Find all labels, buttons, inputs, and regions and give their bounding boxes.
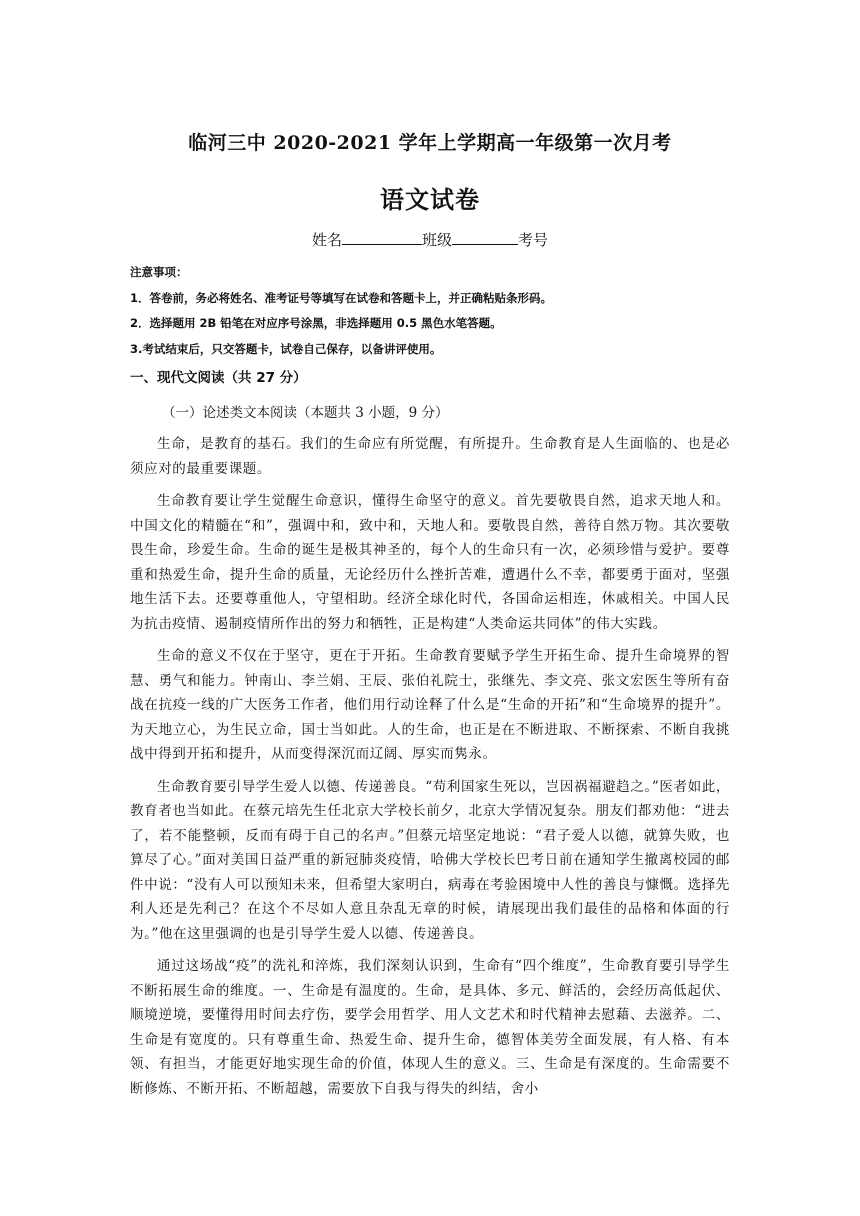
subsection-heading: （一）论述类文本阅读（本题共 3 小题，9 分） (162, 405, 449, 421)
class-label: 班级 (421, 231, 452, 249)
instructions-heading: 注意事项： (130, 265, 188, 279)
passage-paragraph: 生命，是教育的基石。我们的生命应有所觉醒，有所提升。生命教育是人生面临的、也是必须应对的最重要课题。 (130, 436, 730, 477)
passage-paragraph: 生命教育要让学生觉醒生命意识，懂得生命坚守的意义。首先要敬畏自然，追求天地人和。中国文化的精髓在“和”，强调中和，致中和，天地人和。要敬畏自然，善待自然万物。其次要敬畏生命，珍爱生命。生命的诞生是极其神圣的，每个人的生命只有一次，必须珍惜与爱护。要尊重和热爱生命，提升生命的质量，无论经历什么挫折苦难，遭遇什么不幸，都要勇于面对，坚强地生活下去。还要尊重他人，守望相助。经济全球化时代，各国命运相连，休戚相关。中国人民为抗击疫情、遏制疫情所作出的努力和牺牲，正是构建“人类命运共同体”的伟大实践。 (130, 493, 730, 632)
section-heading: 一、现代文阅读（共 27 分） (130, 370, 307, 386)
name-label: 姓名 (311, 231, 342, 249)
student-info-line (0, 229, 860, 250)
passage-paragraph: 通过这场战“疫”的洗礼和淬炼，我们深刻认识到，生命有“四个维度”，生命教育要引导学生不断拓展生命的维度。一、生命是有温度的。生命，是具体、多元、鲜活的，会经历高低起伏、顺境逆境，要懂得用时间去疗伤，要学会用哲学、用人文艺术和时代精神去慰藉、去滋养。二、生命是有宽度的。只有尊重生命、热爱生命、提升生命，德智体美劳全面发展，有人格、有本领、有担当，才能更好地实现生命的价值，体现人生的意义。三、生命是有深度的。生命需要不断修炼、不断开拓、不断超越，需要放下自我与得失的纠结，舍小 (130, 958, 730, 1097)
class-blank (452, 230, 518, 245)
name-blank (342, 230, 422, 245)
passage-paragraph: 生命教育要引导学生爱人以德、传递善良。“苟利国家生死以，岂因祸福避趋之。”医者如此，教育者也当如此。在蔡元培先生任北京大学校长前夕，北京大学情况复杂。朋友们都劝他：“进去了，若不能整顿，反而有碍于自己的名声。”但蔡元培坚定地说：“君子爱人以德，就算失败，也算尽了心。”面对美国日益严重的新冠肺炎疫情，哈佛大学校长巴考日前在通知学生撤离校园的邮件中说：“没有人可以预知未来，但希望大家明白，病毒在考验困境中人性的善良与慷慨。选择先利人还是先利己？在这个不尽如人意且杂乱无章的时候，请展现出我们最佳的品格和体面的行为。”他在这里强调的也是引导学生爱人以德、传递善良。 (130, 778, 730, 942)
exam-subtitle: 语文试卷 (380, 185, 480, 214)
passage-paragraph: 生命的意义不仅在于坚守，更在于开拓。生命教育要赋予学生开拓生命、提升生命境界的智慧、勇气和能力。钟南山、李兰娟、王辰、张伯礼院士，张继先、李文亮、张文宏医生等所有奋战在抗疫一线的广大医务工作者，他们用行动诠释了什么是“生命的开拓”和“生命境界的提升”。为天地立心，为生民立命，国士当如此。人的生命，也正是在不断进取、不断探索、不断自我挑战中得到开拓和提升，从而变得深沉而辽阔、厚实而隽永。 (130, 648, 730, 762)
exam-title: 临河三中 2020-2021 学年上学期高一年级第一次月考 (188, 132, 672, 154)
instruction-item: 1．答卷前，务必将姓名、准考证号等填写在试卷和答题卡上，并正确粘贴条形码。 (130, 291, 552, 305)
instruction-item: 2．选择题用 2B 铅笔在对应序号涂黑，非选择题用 0.5 黑色水笔答题。 (130, 316, 502, 330)
reading-passage (130, 432, 730, 1109)
exam-no-label: 考号 (518, 231, 549, 249)
instruction-item: 3.考试结束后，只交答题卡，试卷自己保存，以备讲评使用。 (130, 342, 442, 356)
